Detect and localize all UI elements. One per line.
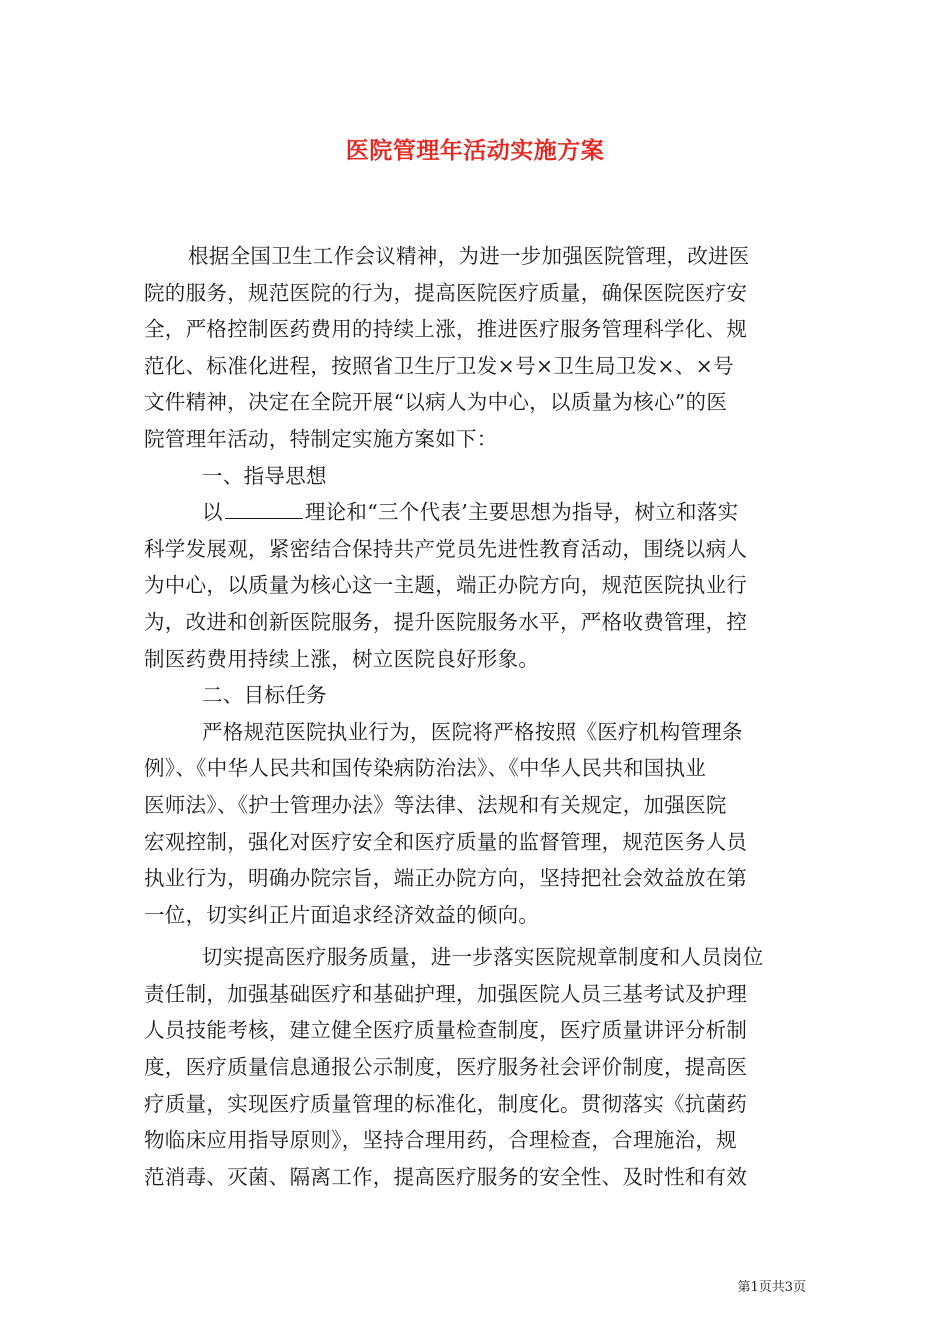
section2-para2-line: 责任制，加强基础医疗和基础护理，加强医院人员三基考试及护理 [144,981,748,1006]
section2-para2-line: 疗质量，实现医疗质量管理的标准化，制度化。贯彻落实《抗菌药 [144,1091,748,1116]
section2-para2-line: 度，医疗质量信息通报公示制度，医疗服务社会评价制度，提高医 [144,1055,748,1080]
section2-para1-line: 宏观控制，强化对医疗安全和医疗质量的监督管理，规范医务人员 [144,829,748,854]
intro-line: 范化、标准化进程，按照省卫生厅卫发×号×卫生局卫发×、×号 [144,353,734,378]
section-heading: 一、指导思想 [202,463,327,488]
page-number-footer: 第1页共3页 [737,1280,806,1295]
section2-para2-line: 范消毒、灭菌、隔离工作，提高医疗服务的安全性、及时性和有效 [144,1164,748,1189]
intro-line: 文件精神，决定在全院开展“以病人为中心，以质量为核心”的医 [144,390,728,415]
section1-first-line [144,494,808,531]
section1-prefix: 以 [202,500,223,525]
section1-line: 为中心，以质量为核心这一主题，端正办院方向，规范医院执业行 [144,573,748,598]
intro-line: 院管理年活动，特制定实施方案如下： [144,426,498,451]
section1-line: 科学发展观，紧密结合保持共产党员先进性教育活动，围绕以病人 [144,536,748,561]
section2-para1-line: 严格规范医院执业行为，医院将严格按照《医疗机构管理条 [202,719,743,744]
intro-line: 根据全国卫生工作会议精神，为进一步加强医院管理，改进医 [188,244,750,268]
section1-line: 制医药费用持续上涨，树立医院良好形象。 [144,646,540,671]
section2-para2-line: 物临床应用指导原则》，坚持合理用药，合理检查，合理施治，规 [144,1128,737,1153]
section2-para1-line: 例》、《中华人民共和国传染病防治法》、《中华人民共和国执业 [144,756,707,781]
section1-suffix: 理论和“三个代表’主要思想为指导，树立和落实 [304,500,739,525]
intro-line: 院的服务，规范医院的行为，提高医院医疗质量，确保医院医疗安 [144,280,748,305]
section2-para2-line: 切实提高医疗服务质量，进一步落实医院规章制度和人员岗位 [202,945,764,970]
section2-para1-line: 执业行为，明确办院宗旨，端正办院方向，坚持把社会效益放在第 [144,866,748,891]
page-title: 医院管理年活动实施方案 [345,137,605,164]
fill-in-blank [225,498,303,519]
section1-line: 为，改进和创新医院服务，提升医院服务水平，严格收费管理，控 [144,609,748,634]
section2-para1-line: 一位，切实纠正片面追求经济效益的倾向。 [144,902,540,927]
section-heading: 二、目标任务 [202,683,327,708]
section2-para2-line: 人员技能考核，建立健全医疗质量检查制度，医疗质量讲评分析制 [144,1018,748,1043]
intro-line: 全，严格控制医药费用的持续上涨，推进医疗服务管理科学化、规 [144,317,748,342]
document-body [144,238,808,1195]
section2-para1-line: 医师法》、《护士管理办法》等法律、法规和有关规定，加强医院 [144,792,727,817]
